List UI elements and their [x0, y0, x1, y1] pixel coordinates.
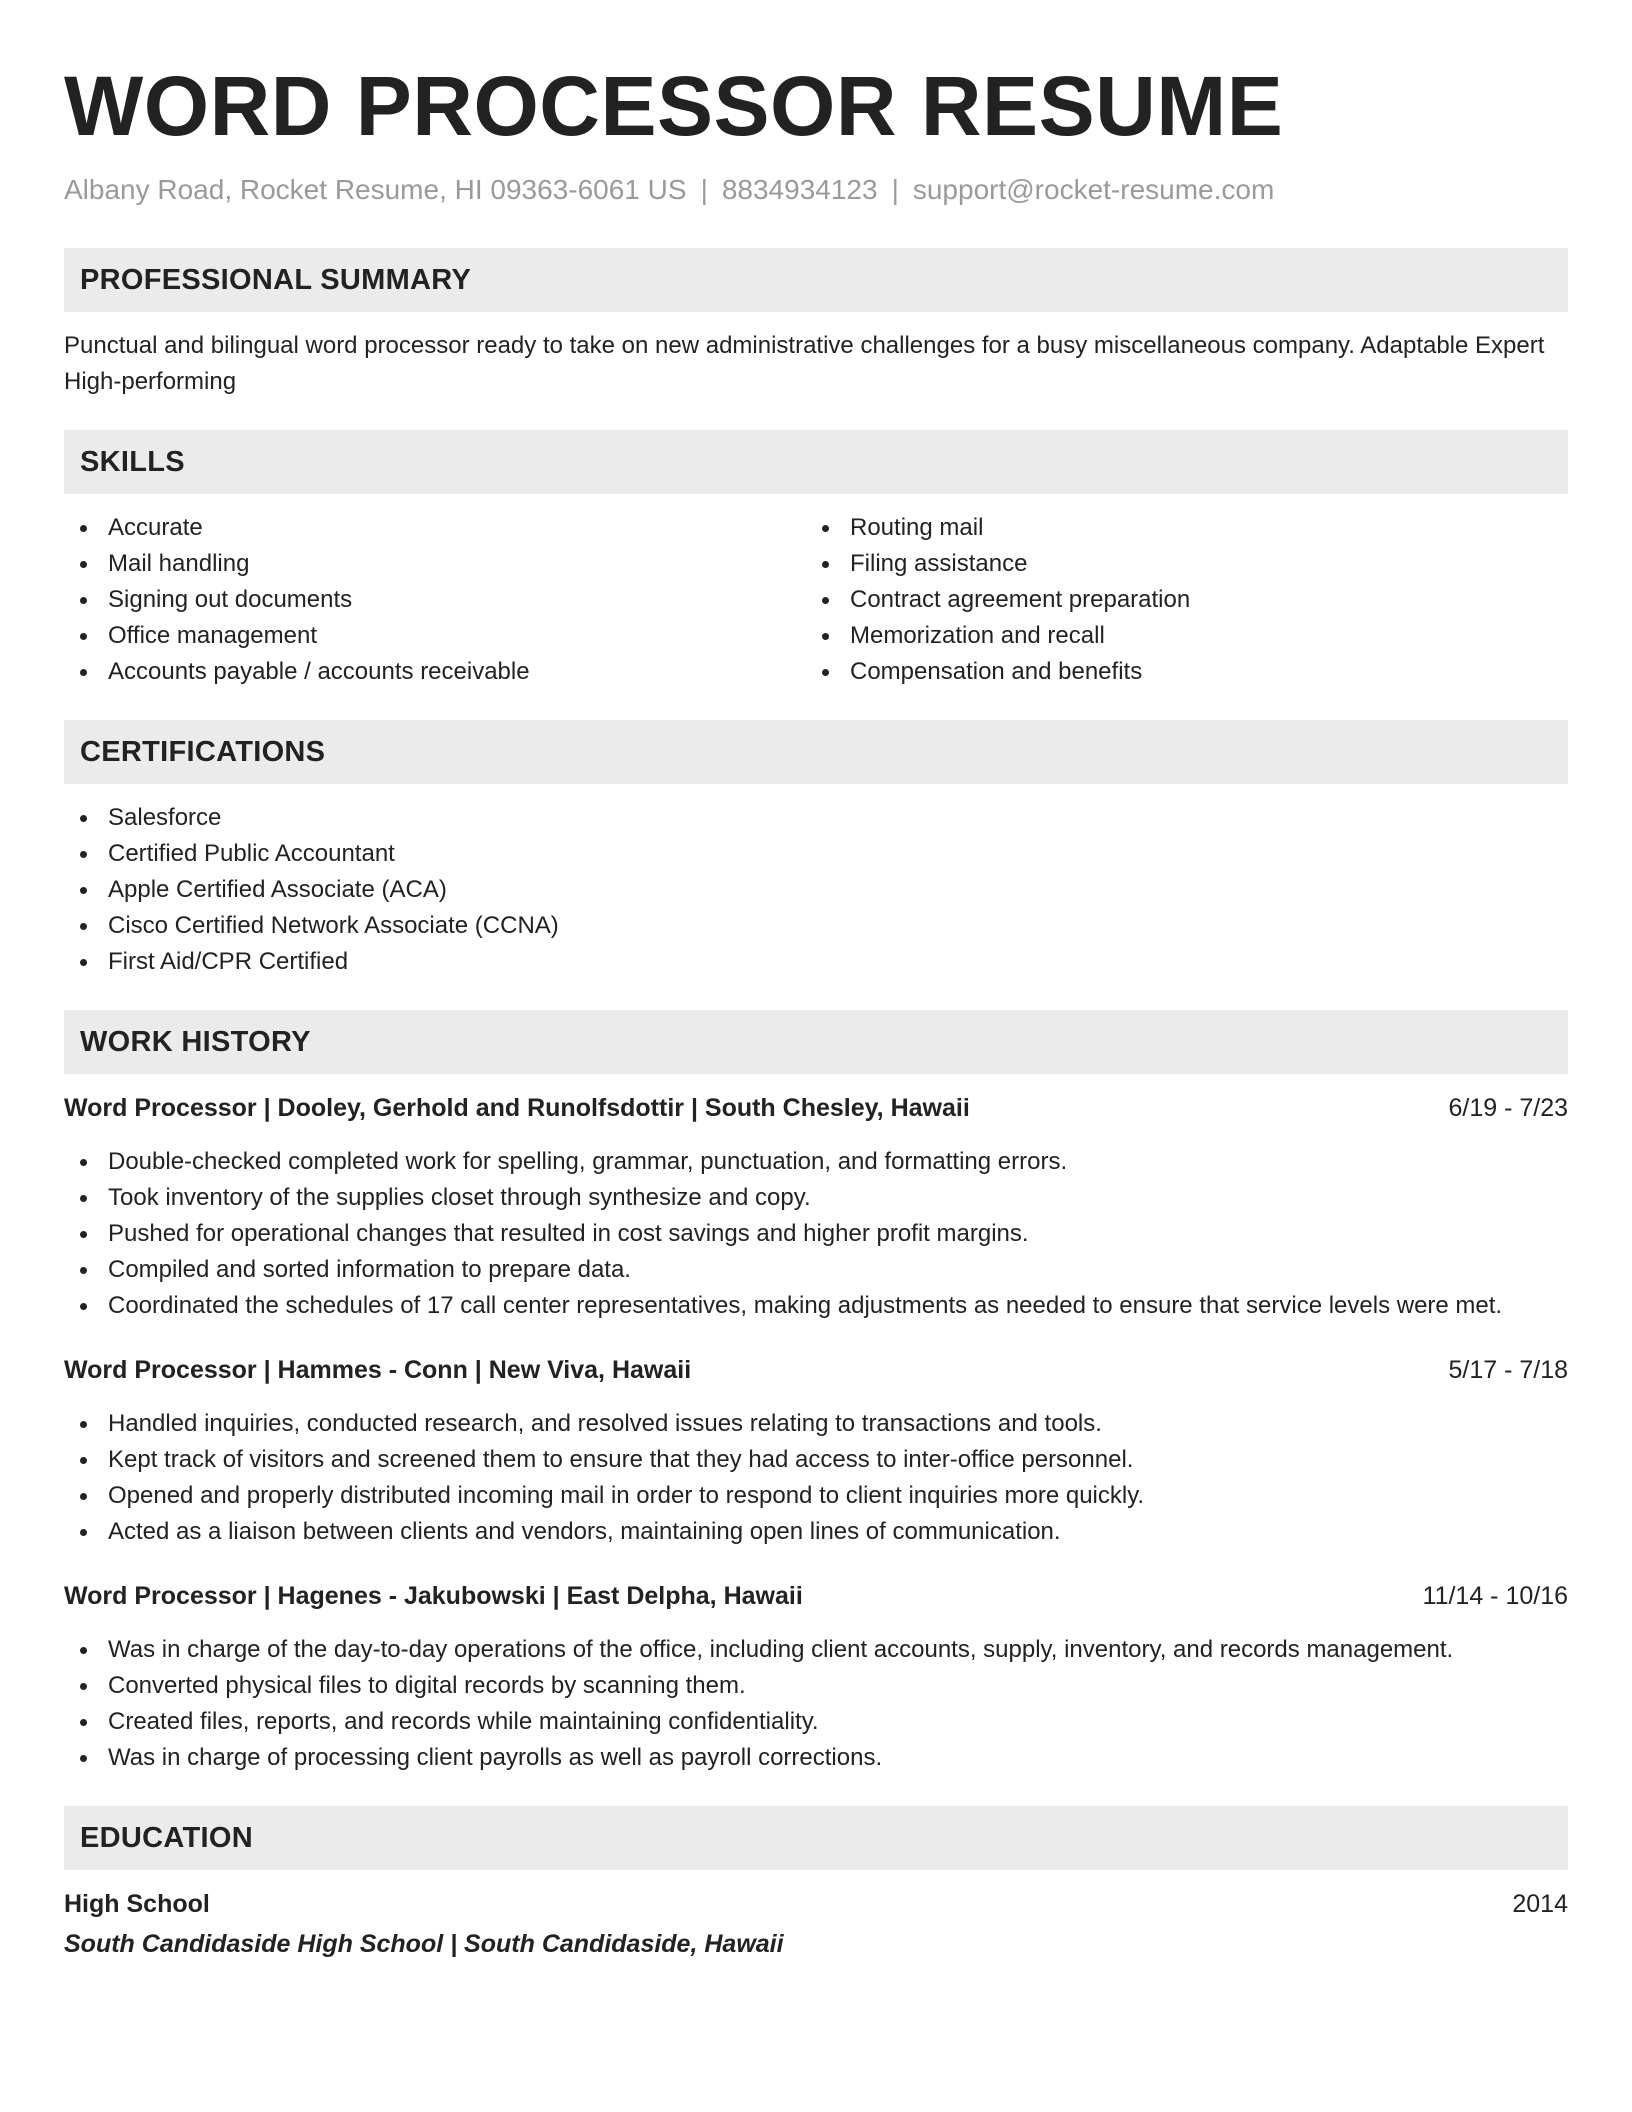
contact-address: Albany Road, Rocket Resume, HI 09363-6061 US [64, 174, 687, 205]
job-bullet: Was in charge of processing client payrolls as well as payroll corrections. [64, 1740, 1568, 1776]
job-entry [64, 1090, 1568, 1324]
job-bullet: Pushed for operational changes that resulted in cost savings and higher profit margins. [64, 1216, 1568, 1252]
job-bullet: Was in charge of the day-to-day operations of the office, including client accounts, supply, inventory, and records management. [64, 1632, 1568, 1668]
resume-page [64, 0, 1568, 1962]
section-header-certifications: CERTIFICATIONS [64, 720, 1568, 784]
job-bullet: Kept track of visitors and screened them to ensure that they had access to inter-office personnel. [64, 1442, 1568, 1478]
skills-list-right [806, 510, 1548, 690]
job-bullet: Took inventory of the supplies closet through synthesize and copy. [64, 1180, 1568, 1216]
job-header [64, 1090, 1568, 1126]
job-bullet: Coordinated the schedules of 17 call center representatives, making adjustments as needed to ensure that service levels were met. [64, 1288, 1568, 1324]
skills-grid [64, 510, 1568, 690]
certifications-list [64, 800, 1568, 980]
job-title: Word Processor | Dooley, Gerhold and Runolfsdottir | South Chesley, Hawaii [64, 1094, 970, 1122]
education-header [64, 1886, 1568, 1922]
section-header-work-history: WORK HISTORY [64, 1010, 1568, 1074]
contact-email: support@rocket-resume.com [912, 174, 1275, 205]
job-bullet: Double-checked completed work for spelling, grammar, punctuation, and formatting errors. [64, 1144, 1568, 1180]
contact-separator: | [891, 174, 899, 205]
certification-item: Certified Public Accountant [64, 836, 1568, 872]
contact-line [64, 170, 1568, 210]
job-bullets [64, 1632, 1568, 1776]
job-header [64, 1352, 1568, 1388]
job-title: Word Processor | Hagenes - Jakubowski | East Delpha, Hawaii [64, 1582, 803, 1610]
job-bullet: Created files, reports, and records while maintaining confidentiality. [64, 1704, 1568, 1740]
summary-text: Punctual and bilingual word processor ready to take on new administrative challenges for a busy miscellaneous company. Adaptable Expert High-performing [64, 332, 1545, 395]
job-bullets [64, 1406, 1568, 1550]
contact-phone: 8834934123 [721, 174, 878, 205]
education-degree: High School [64, 1890, 210, 1918]
skill-item: Memorization and recall [806, 618, 1548, 654]
skill-item: Contract agreement preparation [806, 582, 1548, 618]
certification-item: Apple Certified Associate (ACA) [64, 872, 1568, 908]
skill-item: Office management [64, 618, 806, 654]
job-bullet: Opened and properly distributed incoming mail in order to respond to client inquiries more quickly. [64, 1478, 1568, 1514]
skill-item: Filing assistance [806, 546, 1548, 582]
section-header-summary: PROFESSIONAL SUMMARY [64, 248, 1568, 312]
job-entry [64, 1578, 1568, 1776]
skill-item: Mail handling [64, 546, 806, 582]
job-dates: 11/14 - 10/16 [1422, 1582, 1568, 1610]
certification-item: First Aid/CPR Certified [64, 944, 1568, 980]
skill-item: Routing mail [806, 510, 1548, 546]
job-dates: 5/17 - 7/18 [1448, 1356, 1568, 1384]
job-dates: 6/19 - 7/23 [1448, 1094, 1568, 1122]
contact-separator: | [700, 174, 708, 205]
job-title: Word Processor | Hammes - Conn | New Viva, Hawaii [64, 1356, 692, 1384]
job-bullets [64, 1144, 1568, 1324]
resume-title: WORD PROCESSOR RESUME [64, 59, 1284, 153]
job-bullet: Handled inquiries, conducted research, and resolved issues relating to transactions and tools. [64, 1406, 1568, 1442]
skill-item: Accounts payable / accounts receivable [64, 654, 806, 690]
certification-item: Cisco Certified Network Associate (CCNA) [64, 908, 1568, 944]
job-header [64, 1578, 1568, 1614]
job-entry [64, 1352, 1568, 1550]
job-bullet: Compiled and sorted information to prepare data. [64, 1252, 1568, 1288]
section-header-skills: SKILLS [64, 430, 1568, 494]
skill-item: Accurate [64, 510, 806, 546]
skill-item: Compensation and benefits [806, 654, 1548, 690]
education-year: 2014 [1512, 1890, 1568, 1918]
skills-list-left [64, 510, 806, 690]
certification-item: Salesforce [64, 800, 1568, 836]
section-header-education: EDUCATION [64, 1806, 1568, 1870]
education-school: South Candidaside High School | South Candidaside, Hawaii [64, 1930, 784, 1958]
job-bullet: Acted as a liaison between clients and vendors, maintaining open lines of communication. [64, 1514, 1568, 1550]
skill-item: Signing out documents [64, 582, 806, 618]
job-bullet: Converted physical files to digital records by scanning them. [64, 1668, 1568, 1704]
